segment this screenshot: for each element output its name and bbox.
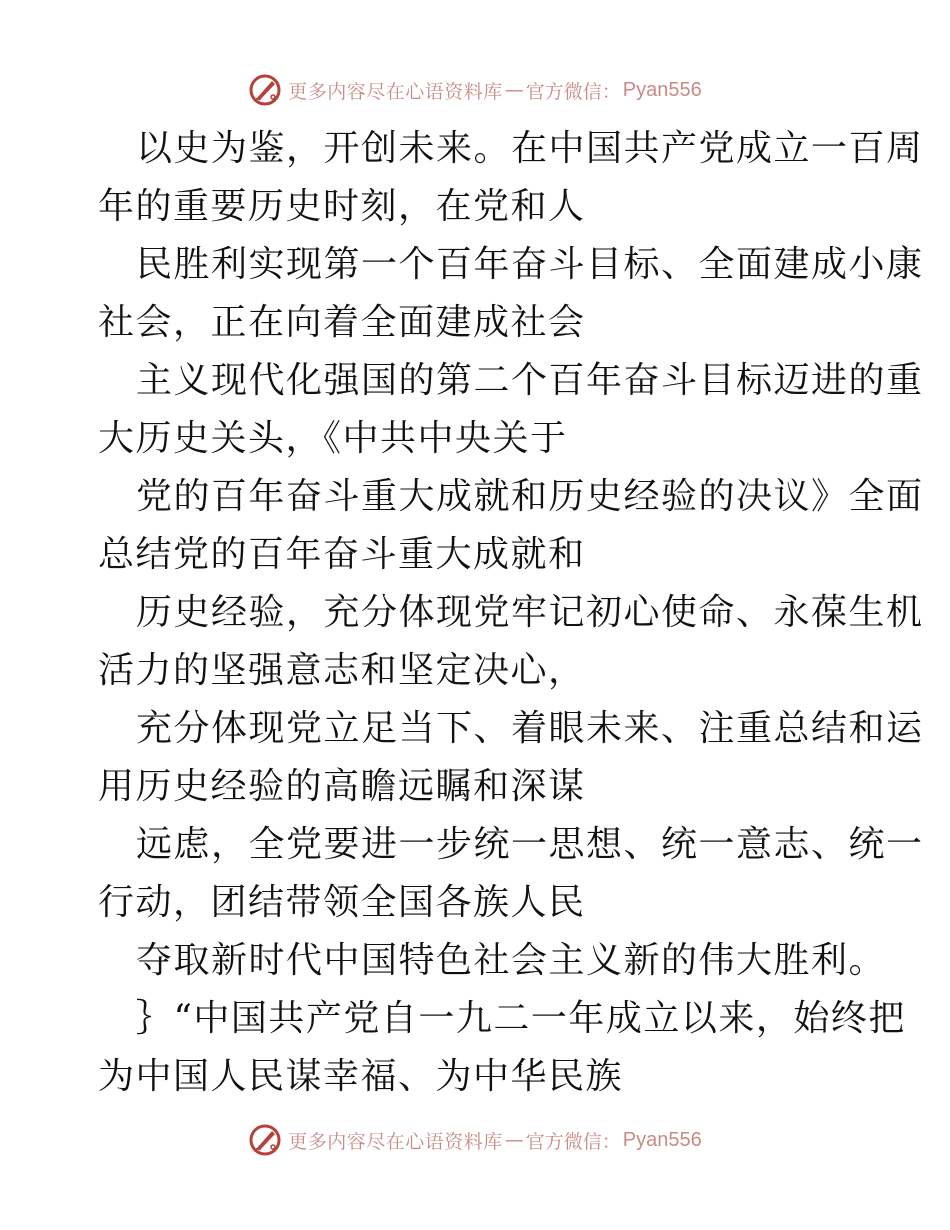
footer-watermark	[0, 1120, 950, 1160]
text-line: 远虑，全党要进一步统一思想、统一意志、统一	[136, 824, 924, 865]
text-line: ｝“中国共产党自一九二一年成立以来，始终把	[136, 998, 906, 1039]
text-line: 主义现代化强国的第二个百年奋斗目标迈进的重	[136, 360, 924, 401]
text-line: 历史经验，充分体现党牢记初心使命、永葆生机	[136, 592, 924, 633]
text-line: 党的百年奋斗重大成就和历史经验的决议》全面	[136, 476, 924, 517]
text-line: 大历史关头，《中共中央关于	[98, 418, 568, 459]
header-site-text: 更多内容尽在心语资料库	[288, 80, 503, 103]
header-watermark	[0, 70, 950, 110]
header-separator: —	[504, 79, 524, 101]
text-line: 为中国人民谋幸福、为中华民族	[98, 1056, 624, 1097]
header-wechat-id: Pyan556	[622, 78, 702, 101]
footer-wechat-id: Pyan556	[622, 1128, 702, 1151]
text-line: 民胜利实现第一个百年奋斗目标、全面建成小康	[136, 244, 924, 285]
text-line: 活力的坚强意志和坚定决心，	[98, 650, 586, 691]
text-line: 社会，正在向着全面建成社会	[98, 302, 586, 343]
footer-separator: —	[504, 1129, 524, 1151]
text-line: 总结党的百年奋斗重大成就和	[98, 534, 586, 575]
document-body	[98, 120, 924, 1106]
text-line: 以史为鉴，开创未来。在中国共产党成立一百周	[136, 128, 924, 169]
text-line: 年的重要历史时刻，在党和人	[98, 186, 586, 227]
header-official-label: 官方微信：	[525, 80, 621, 103]
text-line: 充分体现党立足当下、着眼未来、注重总结和运	[136, 708, 924, 749]
quill-logo-icon	[248, 73, 282, 107]
footer-official-label: 官方微信：	[525, 1130, 621, 1153]
text-line: 夺取新时代中国特色社会主义新的伟大胜利。	[136, 940, 887, 981]
footer-site-text: 更多内容尽在心语资料库	[288, 1130, 503, 1153]
text-line: 行动，团结带领全国各族人民	[98, 882, 586, 923]
text-line: 用历史经验的高瞻远瞩和深谋	[98, 766, 586, 807]
quill-logo-icon	[248, 1123, 282, 1157]
